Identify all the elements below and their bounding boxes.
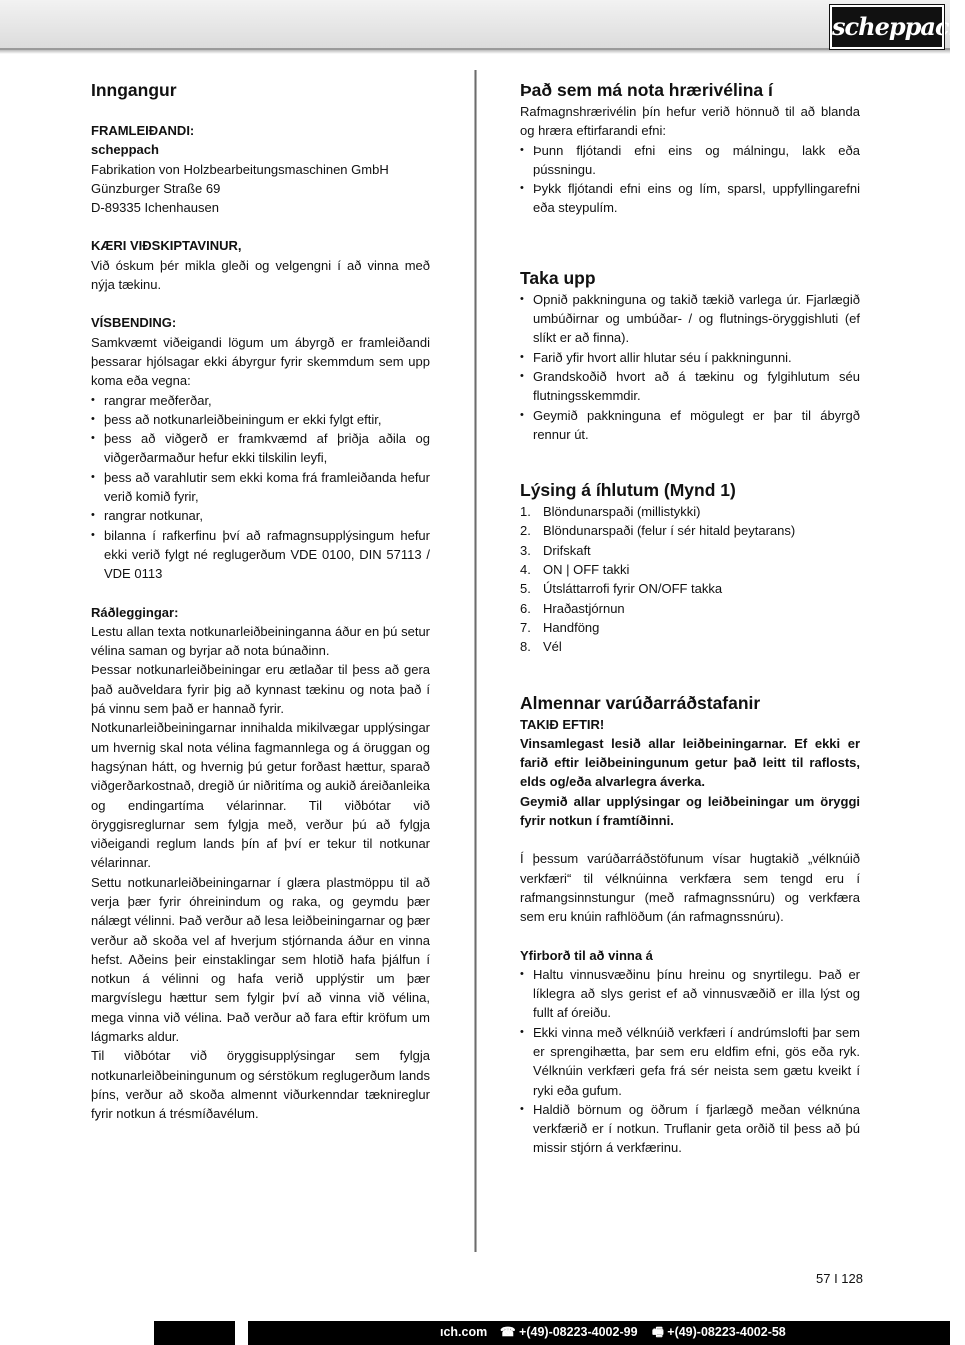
footer-fax: 🖷 +(49)-08223-4002-58 <box>652 1325 786 1339</box>
column-divider <box>474 70 477 1252</box>
list-item: • rangrar meðferðar, <box>91 391 430 410</box>
work-area-list <box>520 965 860 1158</box>
advice-paragraph: Lestu allan texta notkunarleiðbeininganna áður en þú setur vélina saman og byrjar að nota búnaðinn. <box>91 623 430 659</box>
use-list <box>520 141 860 218</box>
list-item: 3. Drifskaft <box>520 542 591 558</box>
list-item: 6. Hraðastjórnun <box>520 600 625 616</box>
address-line: D-89335 Ichenhausen <box>91 200 219 216</box>
list-item: • rangrar notkunar, <box>91 506 430 525</box>
advice-paragraph: Notkunarleiðbeiningarnar innihalda mikilvægar upplýsingar um hvernig skal nota vélina fagmannlega og á öruggan og hagsýnan hátt, og hvernig þú getur forðast hættur, sparað viðgerðarkostnað, dregið úr niðritíma og aukið áreiðanleika og endingartíma vélarinnar. Til viðbótar við öryggisreglurnar sem fylgja með, verður þú að fylgja viðeigandi reglum lands þín af því er tekur til notkunar vélarinnar. <box>91 720 430 871</box>
footer-bar <box>0 1321 950 1345</box>
address-line: Fabrikation von Holzbearbeitungsmaschinen GmbH <box>91 161 389 177</box>
unpack-list <box>520 290 860 444</box>
advice-paragraph: Til viðbótar við öryggisupplýsingar sem fylgja notkunarleiðbeiningunum og sérstökum reglugerðum lands þíns, verður að skoða almennt viðurkenndar tæknireglur fyrir notkun á trésmíðavélum. <box>91 1048 430 1122</box>
use-intro: Rafmagnshrærivélin þín hefur verið hönnuð til að blanda og hræra eftirfarandi efni: <box>520 104 860 139</box>
work-area-label: Yfirborð til að vinna á <box>520 947 653 963</box>
page-number: 57 I 128 <box>816 1271 863 1286</box>
notice-label: VÍSBENDING: <box>91 315 177 331</box>
list-item: • þess að viðgerð er framkvæmd af þriðja aðila og viðgerðarmaður hefur ekki tilskilin leyfi, <box>91 429 430 468</box>
safety-keep-instructions: Geymið allar upplýsingar og leiðbeiningar um öryggi fyrir notkun í framtíðinni. <box>520 793 860 829</box>
customer-label: KÆRI VIÐSKIPTAVINUR, <box>91 238 242 254</box>
section-title-unpacking: Taka upp <box>520 267 596 288</box>
manufacturer-name: scheppach <box>91 142 159 158</box>
footer-phone: ☎ +(49)-08223-4002-99 <box>500 1325 638 1339</box>
header-shadow <box>0 50 950 54</box>
list-item: 7. Handföng <box>520 619 600 635</box>
section-title-use: Það sem má nota hrærivélina í <box>520 80 773 100</box>
list-item: • bilanna í rafkerfinu því að rafmagnsupplýsingum hefur ekki verið fylgt né reglugerðum VDE 0100, DIN 57113 / VDE 0113 <box>91 526 430 584</box>
customer-text: Við óskum þér mikla gleði og velgengni í að vinna með nýja tækinu. <box>91 257 430 293</box>
list-item: 1. Blöndunarspaði (millistykki) <box>520 504 701 520</box>
notice-intro: Samkvæmt viðeigandi lögum um ábyrgð er framleiðandi þessarar hjólsagar ekki ábyrgur fyrir skemmdum sem upp koma eða vegna: <box>91 334 430 389</box>
list-item: • þess að notkunarleiðbeiningum er ekki fylgt eftir, <box>91 410 430 429</box>
list-item: • Geymið pakkninguna ef mögulegt er þar til ábyrgð rennur út. <box>520 406 860 445</box>
list-item: • Haltu vinnusvæðinu þínu hreinu og snyrtilegu. Það er líklegra að slys gerist ef að vinnusvæðið er illa lýst og fullt af óreiðu. <box>520 965 860 1023</box>
parts-list <box>520 502 860 656</box>
section-title-parts: Lýsing á íhlutum (Mynd 1) <box>520 480 736 501</box>
safety-definition: Í þessum varúðarráðstöfunum vísar hugtakið „vélknúið verkfæri“ til vélknúinna verkfæra sem tengd eru í rafmangsinnstungur (með rafmagnssnúru) og verkfæra sem eru knúin rafhlöðum (án rafmagnssnúru). <box>520 851 860 925</box>
list-item: • þess að varahlutir sem ekki koma frá framleiðanda hefur verið komið fyrir, <box>91 468 430 507</box>
manufacturer-label: FRAMLEIÐANDI: <box>91 123 195 138</box>
list-item: 4. ON | OFF takki <box>520 562 630 578</box>
scheppach-logo: scheppach <box>830 5 944 49</box>
advice-paragraph: Settu notkunarleiðbeiningarnar í glæra plastmöppu til að verja þær fyrir óhreinindum og raka, og geymdu þær nálægt vélinni. Það verður að lesa leiðbeiningarnar og þær verður að skoða vel af hverjum stjórnanda áður en vinna hefst. Aðeins þeir einstaklingar sem hlotið hafa þjálfun í notkun á vélinni og hafa verið upplýstir um þær margvíslegu hættur sem fylgir því að vinna við vélina, mega vinna við vélina. Það verður að fara eftir kröfum um lágmarks aldur. <box>91 874 430 1045</box>
list-item: • Þykk fljótandi efni eins og lím, sparsl, uppfyllingarefni eða steypulím. <box>520 179 860 218</box>
notice-list <box>91 391 430 584</box>
section-title-safety: Almennar varúðarráðstafanir <box>520 692 761 713</box>
list-item: • Grandskoðið hvort að á tækinu og fylgihlutum séu flutningsskemmdir. <box>520 367 860 406</box>
advice-paragraph: Þessar notkunarleiðbeiningar eru ætlaðar til þess að gera það auðveldara fyrir þig að kynnast tækinu og nota það í þá vinnu sem það er hannað fyrir. <box>91 662 430 717</box>
list-item: • Haldið börnum og öðrum í fjarlægð meðan vélknúna verkfærið er í notkun. Truflanir geta orðið til þess að þú missir stjórn á verkfærinu. <box>520 1100 860 1158</box>
list-item: 5. Útsláttarrofi fyrir ON/OFF takka <box>520 581 723 597</box>
list-item: • Ekki vinna með vélknúið verkfæri í andrúmslofti þar sem er sprengihætta, þar sem eru eldfim efni, gös eða ryk. Vélknúin verkfæri gefa frá sér neista sem gætu kveikt í ryki eða gufum. <box>520 1023 860 1100</box>
list-item: • Opnið pakkninguna og takið tækið varlega úr. Fjarlægið umbúðirnar og umbúðar- / og flutnings-öryggishluti (ef slíkt er að finna). <box>520 290 860 348</box>
advice-label: Ráðleggingar: <box>91 604 179 620</box>
safety-caution: TAKIÐ EFTIR! <box>520 716 605 732</box>
list-item: 8. Vél <box>520 639 562 655</box>
list-item: • Þunn fljótandi efni eins og málningu, lakk eða pússningu. <box>520 141 860 180</box>
address-line: Günzburger Straße 69 <box>91 180 221 196</box>
list-item: • Farið yfir hvort allir hlutar séu í pakkningunni. <box>520 348 860 367</box>
safety-warning: Vinsamlegast lesið allar leiðbeiningarnar. Ef ekki er farið eftir leiðbeiningunum getur það leitt til raflosts, elds og/eða alvarlegra áverka. <box>520 735 860 790</box>
list-item: 2. Blöndunarspaði (felur í sér hitald þeytarans) <box>520 523 796 539</box>
left-column <box>91 78 430 1124</box>
header-bar <box>0 0 950 50</box>
footer-web: ıch.com <box>440 1325 488 1339</box>
right-column <box>520 78 860 1158</box>
section-title-introduction: Inngangur <box>91 80 177 100</box>
